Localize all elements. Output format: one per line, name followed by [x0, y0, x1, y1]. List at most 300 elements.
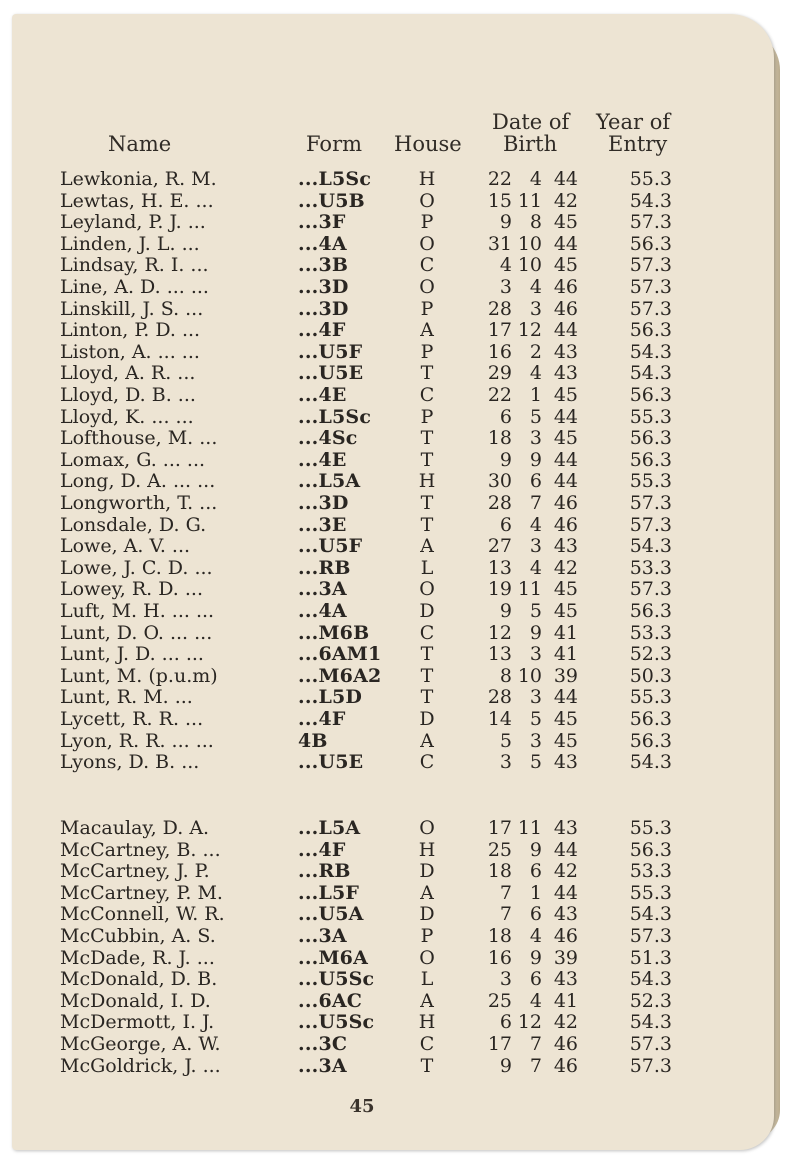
entry-name: Luft, M. H. ... ...: [60, 600, 215, 622]
list-item: [12, 363, 774, 384]
entry-name: McConnell, W. R.: [60, 903, 225, 926]
entry-year: 54.3: [629, 535, 672, 558]
birth-month: 5: [529, 600, 542, 622]
header-house: House: [394, 132, 462, 156]
entry-form: 4B: [298, 729, 328, 752]
birth-day: 3: [499, 968, 512, 991]
header-year-of: Year of: [596, 110, 671, 134]
birth-month: 6: [529, 860, 542, 883]
birth-year: 41: [553, 989, 578, 1012]
entry-year: 57.3: [629, 578, 672, 601]
entry-year: 57.3: [629, 1054, 672, 1077]
birth-month: 1: [529, 881, 542, 904]
list-item: [12, 861, 774, 882]
entry-name: McGoldrick, J. ...: [60, 1054, 221, 1077]
birth-day: 25: [487, 838, 512, 861]
birth-year: 43: [553, 903, 578, 926]
entry-house: P: [420, 405, 434, 428]
birth-year: 46: [553, 276, 578, 298]
entry-name: Lloyd, K. ... ...: [60, 405, 194, 428]
birth-day: 18: [487, 925, 512, 947]
birth-year: 45: [553, 427, 578, 450]
birth-day: 9: [499, 211, 512, 234]
header-entry: Entry: [608, 132, 668, 156]
entry-house: P: [420, 340, 434, 363]
birth-month: 6: [529, 968, 542, 991]
entry-year: 55.3: [629, 686, 672, 709]
birth-year: 43: [553, 340, 578, 363]
entry-house: C: [419, 384, 435, 406]
list-item: [12, 601, 774, 622]
entry-name: McCartney, J. P.: [60, 860, 210, 883]
birth-day: 13: [487, 556, 512, 579]
entry-name: Lewtas, H. E. ...: [60, 189, 214, 212]
entry-house: D: [419, 860, 435, 883]
birth-year: 44: [553, 470, 578, 493]
entry-year: 57.3: [629, 276, 672, 298]
entry-year: 53.3: [629, 860, 672, 883]
entry-year: 55.3: [629, 168, 672, 190]
birth-year: 44: [553, 881, 578, 904]
birth-month: 3: [529, 535, 542, 558]
birth-month: 5: [529, 708, 542, 730]
birth-day: 16: [487, 946, 512, 969]
entry-house: O: [419, 817, 435, 839]
birth-day: 17: [487, 319, 512, 342]
entry-year: 52.3: [629, 989, 672, 1012]
entry-year: 55.3: [629, 817, 672, 839]
list-item: [12, 536, 774, 557]
entry-year: 55.3: [629, 405, 672, 428]
entry-form: ...U5F: [298, 535, 363, 558]
birth-year: 45: [553, 384, 578, 406]
list-item: [12, 1034, 774, 1055]
list-item: [12, 493, 774, 514]
entry-form: ...L5D: [298, 686, 363, 709]
birth-day: 6: [499, 513, 512, 536]
entry-form: ...4F: [298, 708, 346, 730]
birth-day: 3: [499, 751, 512, 774]
entry-form: ...L5Sc: [298, 168, 372, 190]
birth-year: 42: [553, 860, 578, 883]
birth-day: 29: [487, 362, 512, 385]
list-item: [12, 169, 774, 190]
entry-name: Lunt, J. D. ... ...: [60, 643, 204, 666]
entry-name: Lloyd, D. B. ...: [60, 384, 196, 406]
birth-month: 12: [517, 1011, 542, 1034]
list-item: [12, 558, 774, 579]
entry-house: C: [419, 254, 435, 277]
header-name: Name: [108, 132, 172, 156]
entry-form: ...4E: [298, 448, 347, 471]
birth-year: 44: [553, 232, 578, 255]
entry-name: McDonald, D. B.: [60, 968, 218, 991]
birth-day: 3: [499, 276, 512, 298]
list-item: [12, 1012, 774, 1033]
entry-form: ...3A: [298, 925, 347, 947]
birth-year: 45: [553, 254, 578, 277]
birth-day: 28: [487, 297, 512, 320]
list-item: [12, 428, 774, 449]
entry-form: ...4A: [298, 600, 347, 622]
birth-day: 9: [499, 1054, 512, 1077]
birth-month: 5: [529, 405, 542, 428]
entry-form: ...4A: [298, 232, 347, 255]
birth-year: 46: [553, 1054, 578, 1077]
entry-house: T: [420, 448, 434, 471]
entry-name: Lyon, R. R. ... ...: [60, 729, 214, 752]
entry-form: ...U5B: [298, 189, 365, 212]
entry-year: 54.3: [629, 751, 672, 774]
entry-form: ...L5F: [298, 881, 360, 904]
entry-form: ...M6A2: [298, 664, 382, 687]
entry-year: 51.3: [629, 946, 672, 969]
birth-year: 43: [553, 751, 578, 774]
entry-name: Linton, P. D. ...: [60, 319, 201, 342]
entry-year: 55.3: [629, 881, 672, 904]
birth-day: 14: [487, 708, 512, 730]
entry-name: Linskill, J. S. ...: [60, 297, 204, 320]
birth-day: 6: [499, 405, 512, 428]
list-item: [12, 709, 774, 730]
entry-form: ...U5A: [298, 903, 364, 926]
entry-year: 53.3: [629, 556, 672, 579]
entry-form: ...4F: [298, 838, 346, 861]
entry-year: 57.3: [629, 492, 672, 514]
birth-year: 46: [553, 513, 578, 536]
entry-house: C: [419, 751, 435, 774]
birth-month: 6: [529, 470, 542, 493]
birth-day: 18: [487, 860, 512, 883]
birth-day: 9: [499, 448, 512, 471]
list-item: [12, 644, 774, 665]
entry-house: T: [420, 1054, 434, 1077]
entry-year: 57.3: [629, 513, 672, 536]
entry-year: 56.3: [629, 384, 672, 406]
entry-house: T: [420, 664, 434, 687]
entry-name: Lunt, D. O. ... ...: [60, 621, 213, 644]
entry-form: ...3E: [298, 513, 347, 536]
booklet-page: [12, 14, 774, 1150]
entry-year: 56.3: [629, 729, 672, 752]
birth-year: 45: [553, 211, 578, 234]
birth-year: 41: [553, 621, 578, 644]
entry-name: Lofthouse, M. ...: [60, 427, 218, 450]
entry-year: 53.3: [629, 621, 672, 644]
birth-year: 46: [553, 1033, 578, 1055]
entry-house: T: [420, 492, 434, 514]
entry-house: T: [420, 362, 434, 385]
birth-month: 6: [529, 903, 542, 926]
entry-form: ...L5A: [298, 470, 361, 493]
entry-house: L: [420, 556, 434, 579]
birth-month: 4: [529, 168, 542, 190]
birth-month: 9: [529, 838, 542, 861]
birth-year: 43: [553, 968, 578, 991]
entry-form: ...RB: [298, 556, 351, 579]
entry-form: ...3C: [298, 1033, 348, 1055]
entry-name: Leyland, P. J. ...: [60, 211, 206, 234]
list-item: [12, 666, 774, 687]
list-item: [12, 1056, 774, 1077]
entry-name: McDermott, I. J.: [60, 1011, 215, 1034]
birth-month: 4: [529, 925, 542, 947]
list-item: [12, 687, 774, 708]
list-item: [12, 385, 774, 406]
list-item: [12, 299, 774, 320]
birth-day: 18: [487, 427, 512, 450]
list-item: [12, 320, 774, 341]
entry-name: Lunt, R. M. ...: [60, 686, 193, 709]
birth-month: 4: [529, 989, 542, 1012]
entry-form: ...U5Sc: [298, 968, 375, 991]
birth-day: 8: [499, 664, 512, 687]
list-item: [12, 471, 774, 492]
entry-form: ...4Sc: [298, 427, 358, 450]
birth-year: 45: [553, 729, 578, 752]
birth-day: 28: [487, 686, 512, 709]
entry-form: ...U5F: [298, 340, 363, 363]
birth-month: 7: [529, 492, 542, 514]
entry-house: P: [420, 297, 434, 320]
entry-house: O: [419, 189, 435, 212]
entry-name: Lowe, A. V. ...: [60, 535, 191, 558]
page-number: 45: [349, 1096, 375, 1117]
birth-month: 3: [529, 297, 542, 320]
entry-house: C: [419, 621, 435, 644]
entry-form: ...U5E: [298, 751, 364, 774]
birth-day: 27: [487, 535, 512, 558]
birth-month: 9: [529, 946, 542, 969]
list-item: [12, 731, 774, 752]
entry-year: 57.3: [629, 211, 672, 234]
entry-name: Line, A. D. ... ...: [60, 276, 209, 298]
list-item: [12, 948, 774, 969]
entry-name: McCartney, B. ...: [60, 838, 221, 861]
entry-year: 54.3: [629, 968, 672, 991]
birth-month: 7: [529, 1054, 542, 1077]
entry-year: 56.3: [629, 708, 672, 730]
birth-month: 1: [529, 384, 542, 406]
entry-house: H: [418, 1011, 436, 1034]
entry-year: 57.3: [629, 1033, 672, 1055]
birth-day: 19: [487, 578, 512, 601]
entry-name: Lloyd, A. R. ...: [60, 362, 196, 385]
entry-name: Lomax, G. ... ...: [60, 448, 206, 471]
birth-month: 10: [517, 232, 542, 255]
entry-year: 54.3: [629, 1011, 672, 1034]
list-item: [12, 515, 774, 536]
birth-year: 39: [553, 946, 578, 969]
entry-year: 56.3: [629, 448, 672, 471]
birth-month: 3: [529, 427, 542, 450]
list-item: [12, 407, 774, 428]
list-item: [12, 579, 774, 600]
birth-year: 44: [553, 319, 578, 342]
entry-year: 50.3: [629, 664, 672, 687]
entry-form: ...3F: [298, 211, 346, 234]
entry-house: D: [419, 903, 435, 926]
entry-house: T: [420, 513, 434, 536]
list-item: [12, 752, 774, 773]
birth-year: 44: [553, 405, 578, 428]
birth-month: 4: [529, 276, 542, 298]
entry-year: 54.3: [629, 340, 672, 363]
birth-month: 7: [529, 1033, 542, 1055]
birth-day: 5: [499, 729, 512, 752]
birth-day: 6: [499, 1011, 512, 1034]
birth-month: 11: [517, 578, 542, 601]
entry-name: Liston, A. ... ...: [60, 340, 200, 363]
entry-year: 56.3: [629, 427, 672, 450]
birth-day: 12: [487, 621, 512, 644]
birth-day: 17: [487, 1033, 512, 1055]
birth-month: 2: [529, 340, 542, 363]
entry-name: McGeorge, A. W.: [60, 1033, 221, 1055]
birth-month: 5: [529, 751, 542, 774]
birth-day: 25: [487, 989, 512, 1012]
birth-month: 3: [529, 729, 542, 752]
entry-house: A: [420, 881, 434, 904]
birth-day: 31: [487, 232, 512, 255]
list-item: [12, 840, 774, 861]
entry-form: ...3D: [298, 297, 349, 320]
entry-form: ...RB: [298, 860, 351, 883]
entry-name: Lonsdale, D. G.: [60, 513, 207, 536]
entry-year: 54.3: [629, 189, 672, 212]
entry-house: A: [420, 319, 434, 342]
birth-day: 30: [487, 470, 512, 493]
birth-day: 22: [487, 384, 512, 406]
entry-name: Long, D. A. ... ...: [60, 470, 216, 493]
entry-house: O: [419, 276, 435, 298]
birth-year: 41: [553, 643, 578, 666]
entry-year: 54.3: [629, 903, 672, 926]
entry-name: Lunt, M. (p.u.m): [60, 664, 218, 687]
entry-house: C: [419, 1033, 435, 1055]
birth-year: 39: [553, 664, 578, 687]
birth-month: 4: [529, 362, 542, 385]
entry-form: ...M6A: [298, 946, 369, 969]
entry-year: 57.3: [629, 254, 672, 277]
birth-year: 45: [553, 708, 578, 730]
birth-year: 44: [553, 686, 578, 709]
entry-year: 55.3: [629, 470, 672, 493]
entry-form: ...4E: [298, 384, 347, 406]
entry-form: ...6AM1: [298, 643, 382, 666]
entry-house: L: [420, 968, 434, 991]
list-item: [12, 623, 774, 644]
entry-form: ...3D: [298, 492, 349, 514]
entry-house: D: [419, 708, 435, 730]
entry-name: Lycett, R. R. ...: [60, 708, 204, 730]
header-date-of: Date of: [492, 110, 570, 134]
birth-year: 42: [553, 556, 578, 579]
birth-year: 43: [553, 535, 578, 558]
entry-house: A: [420, 535, 434, 558]
entry-house: H: [418, 168, 436, 190]
list-item: [12, 277, 774, 298]
entry-year: 56.3: [629, 838, 672, 861]
entry-year: 57.3: [629, 297, 672, 320]
entry-form: ...U5Sc: [298, 1011, 375, 1034]
entry-house: D: [419, 600, 435, 622]
birth-year: 43: [553, 817, 578, 839]
birth-month: 4: [529, 556, 542, 579]
entry-year: 57.3: [629, 925, 672, 947]
entry-house: T: [420, 427, 434, 450]
entry-form: ...3B: [298, 254, 349, 277]
entry-name: Lowe, J. C. D. ...: [60, 556, 213, 579]
entry-form: ...L5Sc: [298, 405, 372, 428]
entry-form: ...L5A: [298, 817, 361, 839]
birth-year: 42: [553, 189, 578, 212]
birth-month: 8: [529, 211, 542, 234]
birth-year: 46: [553, 297, 578, 320]
entry-name: Macaulay, D. A.: [60, 817, 210, 839]
list-item: [12, 904, 774, 925]
entry-form: ...U5E: [298, 362, 364, 385]
entry-name: McCubbin, A. S.: [60, 925, 216, 947]
entry-house: T: [420, 686, 434, 709]
entry-name: Lindsay, R. I. ...: [60, 254, 209, 277]
entry-house: A: [420, 729, 434, 752]
entry-house: H: [418, 470, 436, 493]
list-item: [12, 342, 774, 363]
entry-house: A: [420, 989, 434, 1012]
entry-year: 56.3: [629, 600, 672, 622]
list-item: [12, 926, 774, 947]
list-item: [12, 883, 774, 904]
birth-month: 10: [517, 664, 542, 687]
birth-year: 44: [553, 168, 578, 190]
birth-month: 10: [517, 254, 542, 277]
birth-day: 7: [499, 903, 512, 926]
entry-form: ...3D: [298, 276, 349, 298]
birth-month: 3: [529, 643, 542, 666]
entry-house: O: [419, 578, 435, 601]
birth-day: 9: [499, 600, 512, 622]
entry-name: McCartney, P. M.: [60, 881, 223, 904]
list-item: [12, 969, 774, 990]
entry-house: T: [420, 643, 434, 666]
list-item: [12, 255, 774, 276]
birth-day: 7: [499, 881, 512, 904]
entry-year: 56.3: [629, 319, 672, 342]
list-item: [12, 191, 774, 212]
birth-year: 45: [553, 600, 578, 622]
birth-year: 46: [553, 925, 578, 947]
birth-month: 3: [529, 686, 542, 709]
birth-day: 4: [499, 254, 512, 277]
entry-house: O: [419, 232, 435, 255]
birth-month: 4: [529, 513, 542, 536]
entry-form: ...4F: [298, 319, 346, 342]
entry-form: ...6AC: [298, 989, 363, 1012]
entry-name: Longworth, T. ...: [60, 492, 218, 514]
entry-year: 52.3: [629, 643, 672, 666]
birth-month: 12: [517, 319, 542, 342]
list-item: [12, 450, 774, 471]
entry-name: Lewkonia, R. M.: [60, 168, 217, 190]
entry-name: Lowey, R. D. ...: [60, 578, 203, 601]
entry-name: Lyons, D. B. ...: [60, 751, 200, 774]
entry-year: 56.3: [629, 232, 672, 255]
birth-month: 11: [517, 189, 542, 212]
birth-year: 46: [553, 492, 578, 514]
list-item: [12, 818, 774, 839]
entry-form: ...3A: [298, 578, 347, 601]
